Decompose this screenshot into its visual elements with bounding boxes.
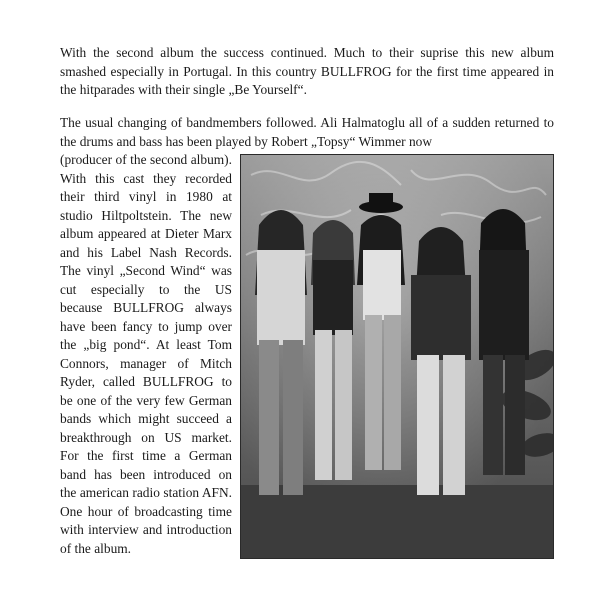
band-photo: [240, 154, 554, 559]
paragraph-third-vinyl: (producer of the second album). With this cast they recorded their third vinyl in 1980 at studio Hiltpoltstein. The new album appeared at Dieter Marx and his Label Nash Records. The vinyl „Second Wind“ was cut especially to the US because BULLFROG always have been fancy to jump over the „big pond“. At least Tom Connors, manager of Mitch Ryder, called BULLFROG to be one of the very few German bands which might succeed a breakthrough on US market. For the first time a German band has been introduced on the american radio station AFN. One hour of broadcasting time with interview and introduction of the album.: [60, 152, 232, 556]
paragraph-second-album: With the second album the success continued. Much to their suprise this new album smashed especially in Portugal. In this country BULLFROG for the first time appeared in the hitparades with their single „Be Yourself“.: [60, 45, 554, 97]
paragraph-bandmembers-intro: The usual changing of bandmembers followed. Ali Halmatoglu all of a sudden returned to the drums and bass has been played by Robert „Topsy“ Wimmer now: [60, 115, 554, 149]
